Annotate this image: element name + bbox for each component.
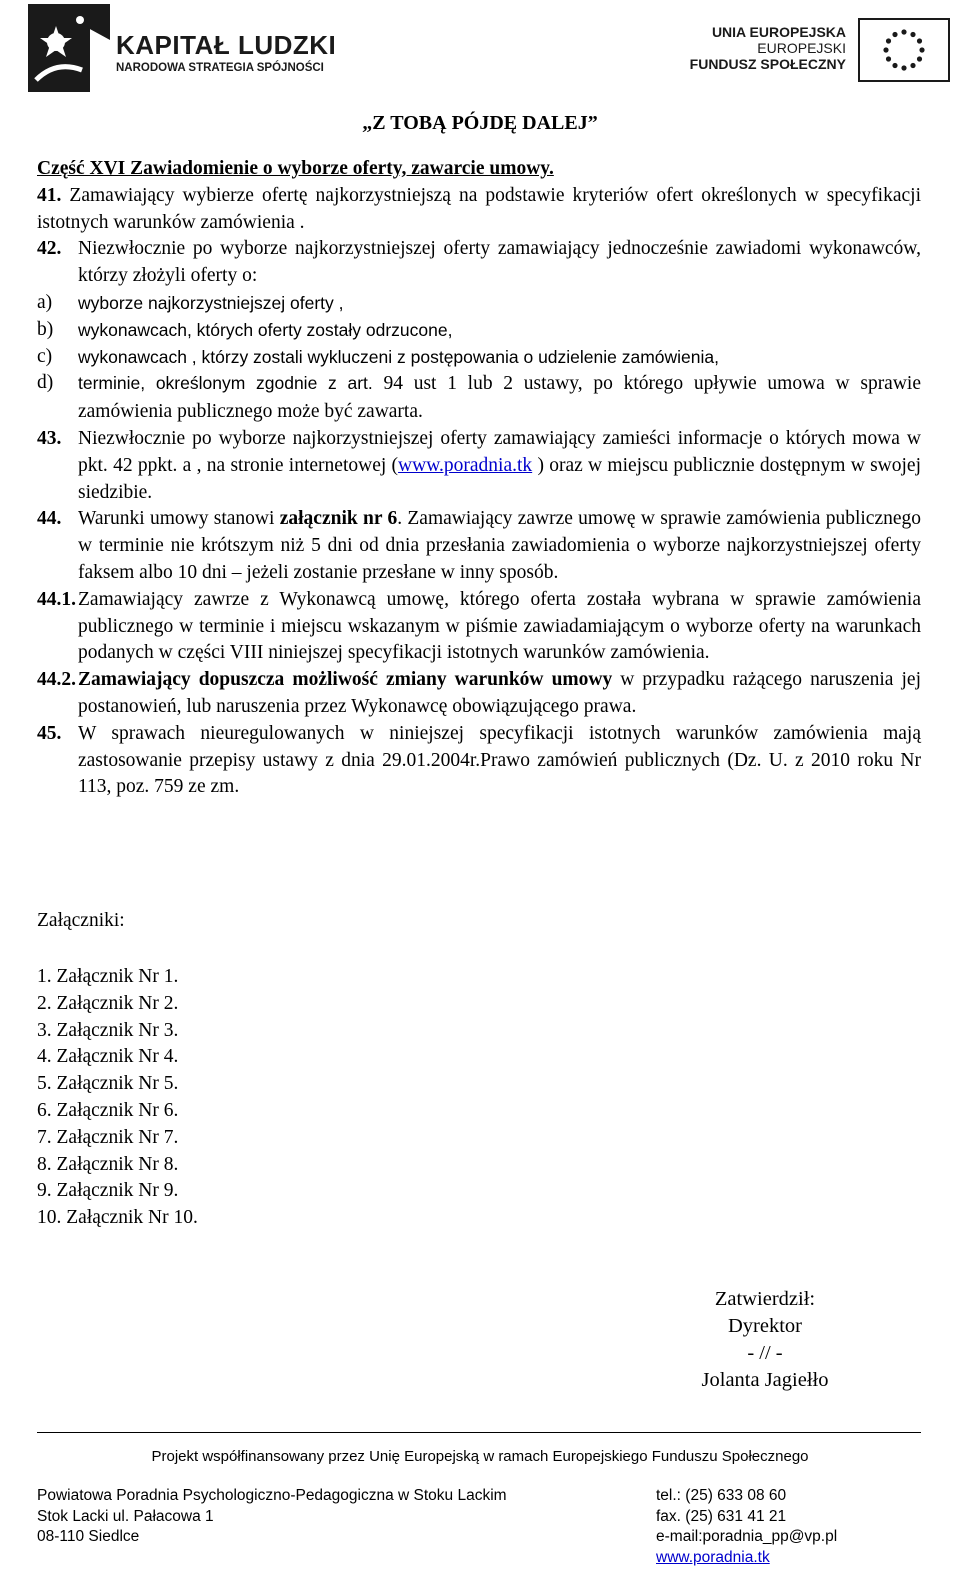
eu-logo-line1: UNIA EUROPEJSKA bbox=[711, 24, 846, 40]
paragraph-44-2-number: 44.2. bbox=[37, 669, 76, 691]
eu-logo bbox=[680, 18, 950, 88]
kapital-ludzki-title: KAPITAŁ LUDZKI bbox=[116, 30, 337, 60]
list-item-a-text: wyborze najkorzystniejszej oferty , bbox=[78, 292, 344, 313]
attachment-item: 2. Załącznik Nr 2. bbox=[37, 992, 179, 1014]
paragraph-43-text-a: Niezwłocznie po wyborze najkorzystniejszej oferty zamawiający zamieści informacje o których mowa w pkt. 42 ppkt. a , na stronie internetowej ( bbox=[78, 427, 921, 476]
attachment-item: 1. Załącznik Nr 1. bbox=[37, 966, 179, 987]
signature-approved: Zatwierdził: bbox=[714, 1288, 816, 1310]
list-item-d bbox=[37, 370, 921, 426]
paragraph-41-text: Zamawiający wybierze ofertę najkorzystniejszą na podstawie kryteriów ofert określonych w specyfikacji istotnych warunków zamówienia . bbox=[37, 184, 921, 233]
footer-email[interactable]: e-mail:poradnia_pp@vp.pl bbox=[656, 1528, 838, 1545]
attachment-item: 9. Załącznik Nr 9. bbox=[37, 1180, 179, 1202]
paragraph-44 bbox=[37, 506, 921, 586]
motto: „Z TOBĄ PÓJDĘ DALEJ” bbox=[362, 112, 598, 134]
list-item-d-text-b: 94 ust 1 lub 2 ustawy, po którego upływie umowa w sprawie zamówienia publicznego może być zawarta. bbox=[78, 373, 921, 423]
paragraph-43-number: 43. bbox=[37, 427, 62, 449]
list-item-b-letter: b) bbox=[37, 318, 54, 340]
attachment-item: 6. Załącznik Nr 6. bbox=[37, 1099, 179, 1121]
attachment-item: 4. Załącznik Nr 4. bbox=[37, 1046, 179, 1068]
attachment-item: 7. Załącznik Nr 7. bbox=[37, 1126, 179, 1148]
paragraph-44-1-text: Zamawiający zawrze z Wykonawcą umowę, którego oferta została wybrana w sprawie zamówienia publicznego w terminie i miejscu wskazanym w piśmie zawiadamiającym o wyborze oferty na warunkach podanych w części VIII niniejszej specyfikacji istotnych warunków zamówienia. bbox=[78, 588, 921, 664]
footer-address-line: 08-110 Siedlce bbox=[37, 1528, 140, 1545]
list-item-c-text: wykonawcach , którzy zostali wykluczeni z postępowania o udzielenie zamówienia, bbox=[78, 346, 720, 367]
list-item-b bbox=[37, 317, 921, 344]
list-item-d-text-a: terminie, określonym zgodnie z art. bbox=[78, 373, 373, 394]
footer-address-line: Powiatowa Poradnia Psychologiczno-Pedagogiczna w Stoku Lackim bbox=[37, 1487, 507, 1504]
attachments-title: Załączniki: bbox=[37, 910, 125, 931]
website-link[interactable]: www.poradnia.tk bbox=[398, 454, 533, 476]
attachment-item: 3. Załącznik Nr 3. bbox=[37, 1019, 179, 1041]
footer-phone: tel.: (25) 633 08 60 bbox=[656, 1487, 787, 1504]
paragraph-44-2-bold: Zamawiający dopuszcza możliwość zmiany warunków umowy bbox=[78, 669, 613, 691]
list-item-c bbox=[37, 344, 921, 371]
kapital-ludzki-subtitle: NARODOWA STRATEGIA SPÓJNOŚCI bbox=[116, 62, 324, 74]
paragraph-44-1 bbox=[37, 587, 921, 667]
attachment-item: 5. Załącznik Nr 5. bbox=[37, 1073, 179, 1095]
document-body bbox=[37, 156, 921, 801]
paragraph-44-number: 44. bbox=[37, 508, 62, 530]
paragraph-45-text: W sprawach nieuregulowanych w niniejszej specyfikacji istotnych warunków zamówienia mają zastosowanie przepisy ustawy z dnia 29.01.2004r.Prawo zamówień publicznych (Dz. U. z 2010 roku Nr 113, poz. 759 ze zm. bbox=[78, 722, 921, 798]
footer-address-line: Stok Lacki ul. Pałacowa 1 bbox=[37, 1507, 214, 1525]
footer-fax: fax. (25) 631 41 21 bbox=[656, 1507, 787, 1525]
footer-address bbox=[37, 1486, 507, 1548]
paragraph-42-text: Niezwłocznie po wyborze najkorzystniejszej oferty zamawiający jednocześnie zawiadomi wykonawców, którzy złożyli oferty o: bbox=[78, 238, 921, 287]
attachment-item: 8. Załącznik Nr 8. bbox=[37, 1153, 179, 1175]
list-item-a bbox=[37, 290, 921, 317]
footer-divider bbox=[37, 1432, 921, 1433]
paragraph-45 bbox=[37, 721, 921, 801]
paragraph-45-number: 45. bbox=[37, 722, 62, 744]
footer-contact bbox=[656, 1486, 837, 1568]
section-heading: Część XVI Zawiadomienie o wyborze oferty, zawarcie umowy. bbox=[37, 158, 554, 179]
list-item-c-letter: c) bbox=[37, 345, 53, 367]
kapital-ludzki-emblem-icon bbox=[26, 0, 112, 96]
eu-flag-icon bbox=[858, 18, 950, 82]
eu-logo-text bbox=[690, 24, 846, 72]
signature-block bbox=[680, 1286, 850, 1394]
signature-name: Jolanta Jagiełło bbox=[701, 1369, 829, 1391]
paragraph-43 bbox=[37, 426, 921, 506]
list-item-b-text: wykonawcach, których oferty zostały odrzucone, bbox=[78, 319, 453, 340]
paragraph-44-1-number: 44.1. bbox=[37, 588, 76, 610]
paragraph-44-bold: załącznik nr 6 bbox=[279, 508, 398, 530]
kapital-ludzki-logo bbox=[26, 0, 346, 100]
paragraph-44-2-text: w przypadku rażącego naruszenia jej postanowień, lub naruszenia przez Wykonawcę obowiązującego prawa. bbox=[78, 669, 921, 717]
paragraph-44-2 bbox=[37, 667, 921, 721]
paragraph-42 bbox=[37, 236, 921, 290]
paragraph-43-text-b: ) oraz w miejscu publicznie dostępnym w swojej siedzibie. bbox=[78, 454, 921, 503]
signature-role: Dyrektor bbox=[727, 1315, 802, 1337]
list-item-a-letter: a) bbox=[37, 291, 53, 313]
paragraph-42-number: 42. bbox=[37, 238, 62, 260]
paragraph-44-text-b: . Zamawiający zawrze umowę w sprawie zamówienia publicznego w terminie nie krótszym niż 5 dni od dnia przesłania zawiadomienia o wyborze najkorzystniejszej oferty faksem albo 10 dni – jeżeli zostanie przesłane w inny sposób. bbox=[78, 508, 922, 583]
paragraph-41-number: 41. bbox=[37, 184, 62, 206]
eu-logo-line2: EUROPEJSKI bbox=[757, 40, 846, 56]
attachment-item: 10. Załącznik Nr 10. bbox=[37, 1207, 198, 1229]
footer-website-link[interactable]: www.poradnia.tk bbox=[656, 1548, 770, 1566]
footer-project-note: Projekt współfinansowany przez Unię Europejską w ramach Europejskiego Funduszu Społecznego bbox=[151, 1448, 809, 1465]
attachments-list bbox=[37, 964, 198, 1232]
paragraph-41 bbox=[37, 183, 921, 237]
signature-mark: - // - bbox=[747, 1342, 783, 1364]
list-item-d-letter: d) bbox=[37, 372, 54, 394]
eu-logo-line3: FUNDUSZ SPOŁECZNY bbox=[689, 56, 846, 72]
paragraph-44-text-a: Warunki umowy stanowi bbox=[78, 508, 280, 530]
